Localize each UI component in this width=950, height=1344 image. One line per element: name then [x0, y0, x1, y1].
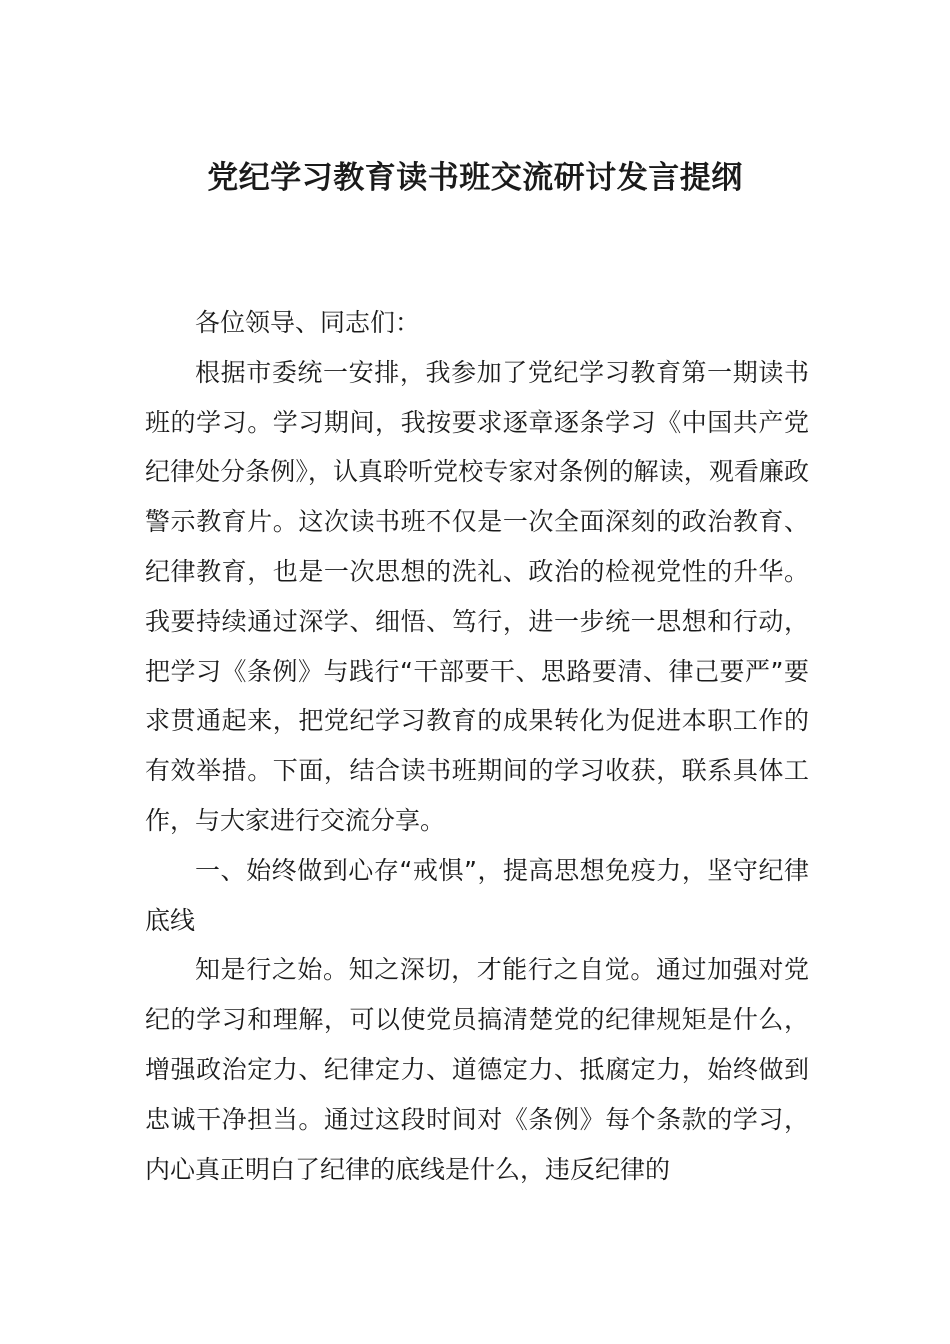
section-heading-1: 一、始终做到心存“戒惧”，提高思想免疫力，坚守纪律底线: [145, 855, 809, 935]
salutation-paragraph: 各位领导、同志们：: [195, 308, 421, 337]
document-body: [145, 298, 809, 1194]
intro-paragraph: 根据市委统一安排，我参加了党纪学习教育第一期读书班的学习。学习期间，我按要求逐章逐条学习《中国共产党纪律处分条例》，认真聆听党校专家对条例的解读，观看廉政警示教育片。这次读书班不仅是一次全面深刻的政治教育、纪律教育，也是一次思想的洗礼、政治的检视党性的升华。我要持续通过深学、细悟、笃行，进一步统一思想和行动，把学习《条例》与践行“干部要干、思路要清、律己要严”要求贯通起来，把党纪学习教育的成果转化为促进本职工作的有效举措。下面，结合读书班期间的学习收获，联系具体工作，与大家进行交流分享。: [145, 357, 809, 835]
section-1-paragraph: 知是行之始。知之深切，才能行之自觉。通过加强对党纪的学习和理解，可以使党员搞清楚党的纪律规矩是什么，增强政治定力、纪律定力、道德定力、抵腐定力，始终做到忠诚干净担当。通过这段时间对《条例》每个条款的学习，内心真正明白了纪律的底线是什么，违反纪律的: [145, 955, 809, 1184]
document-title: 党纪学习教育读书班交流研讨发言提纲: [207, 160, 743, 196]
